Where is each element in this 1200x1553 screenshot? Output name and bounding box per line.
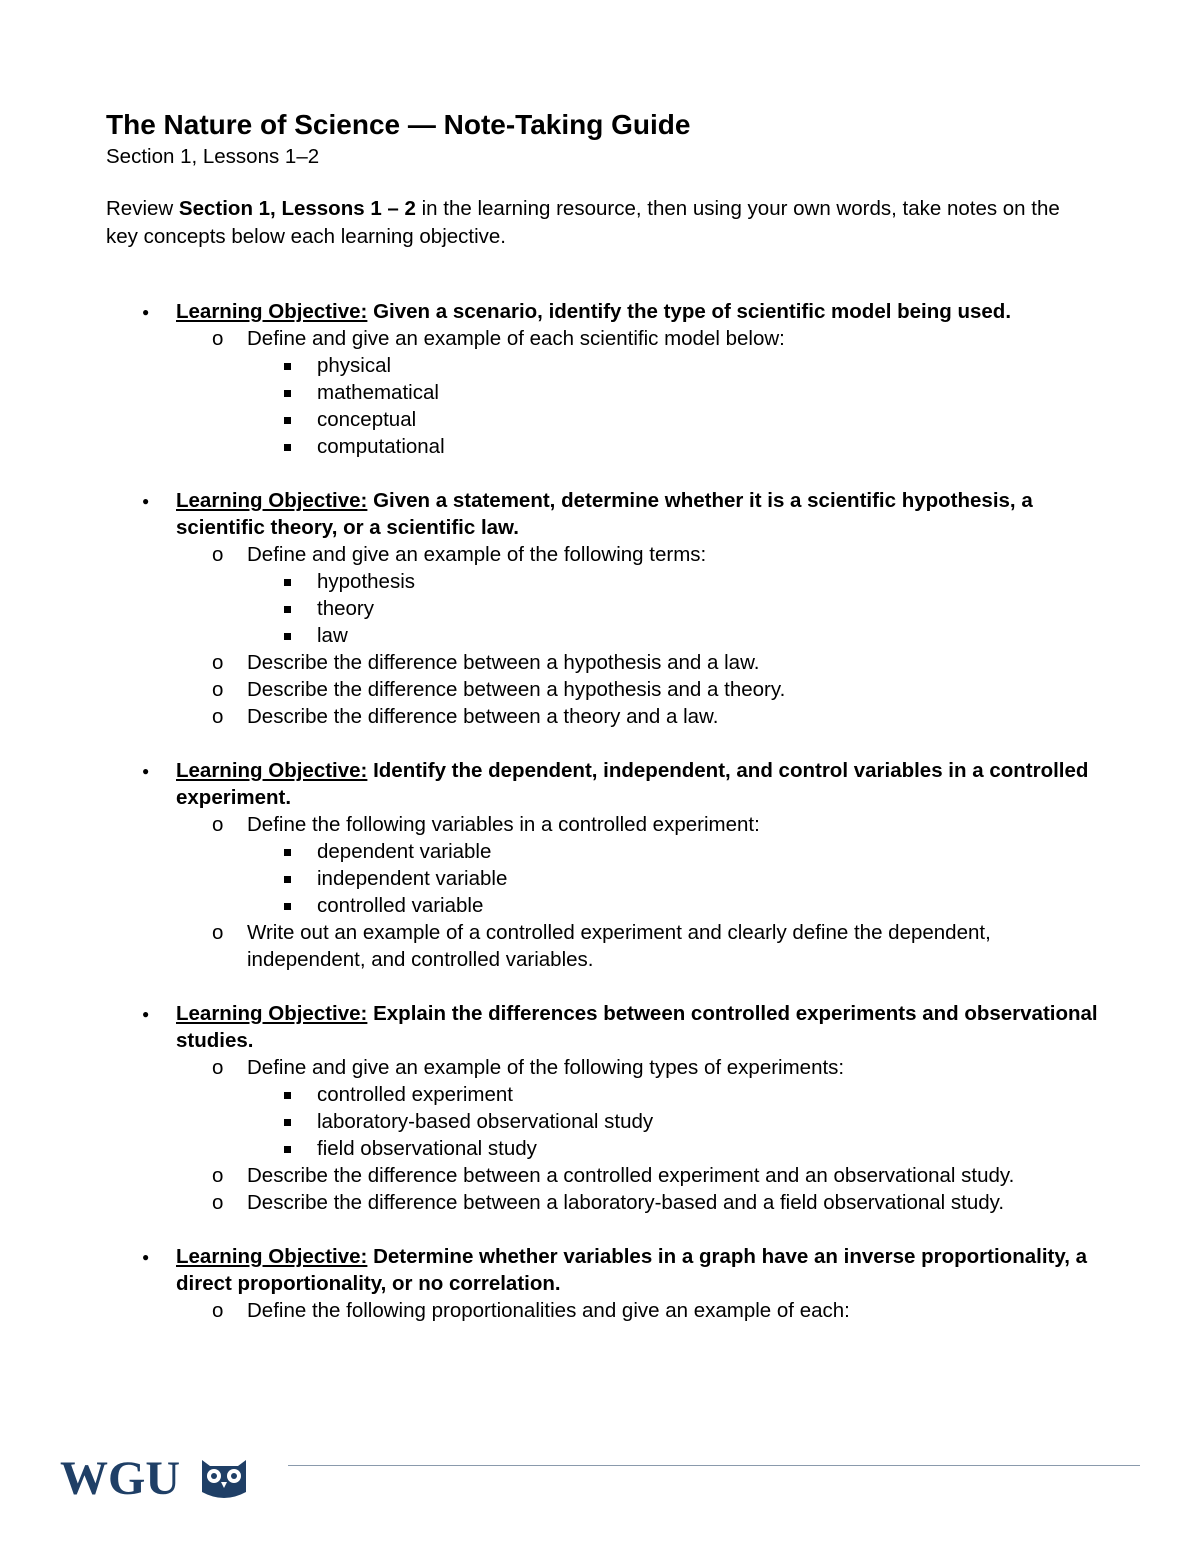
circle-bullet-icon: o [212,921,224,944]
sub-sub-item-text: theory [317,597,374,620]
square-bullet-icon [284,1092,291,1099]
sub-sub-item-text: controlled variable [317,894,484,917]
objective-item [106,487,1106,730]
sub-sub-item-text: field observational study [317,1137,537,1160]
square-bullet-icon [284,606,291,613]
square-bullet-icon [284,444,291,451]
sub-sub-item-text: laboratory-based observational study [317,1110,654,1133]
objective-item [106,1243,1106,1324]
square-bullet-icon [284,417,291,424]
objective-item [106,298,1106,460]
sub-item-text: Describe the difference between a theory and a law. [247,705,719,728]
sub-sub-item [176,865,1106,892]
objectives-list [106,298,1106,1324]
sub-item [176,919,1106,973]
sub-item-text: Define the following variables in a controlled experiment: [247,813,760,836]
sub-sub-item [176,622,1106,649]
circle-bullet-icon: o [212,1299,224,1322]
wgu-logo-graphic [60,1452,270,1504]
sub-item-text: Define the following proportionalities and give an example of each: [247,1299,850,1322]
objective-heading [176,298,1106,325]
sub-item [176,541,1106,568]
sub-sub-item [176,568,1106,595]
sub-item [176,325,1106,352]
sub-sub-item [176,892,1106,919]
sub-sub-item [176,352,1106,379]
sub-sub-item-text: computational [317,435,445,458]
sub-sub-item-text: independent variable [317,867,508,890]
bullet-icon: ● [142,305,150,319]
circle-bullet-icon: o [212,705,224,728]
objective-label: Learning Objective: [176,1002,368,1025]
objective-item [106,1000,1106,1216]
page-title: The Nature of Science — Note-Taking Guide [106,109,691,140]
square-bullet-icon [284,633,291,640]
objective-label: Learning Objective: [176,489,368,512]
sub-item-text: Define and give an example of the following terms: [247,543,707,566]
sub-item [176,676,1106,703]
sub-sub-item [176,1108,1106,1135]
sub-item [176,703,1106,730]
bullet-icon: ● [142,1250,150,1264]
sub-sub-item [176,838,1106,865]
sub-sub-item-text: hypothesis [317,570,416,593]
wgu-logo [60,1452,270,1509]
intro-prefix: Review [106,197,179,220]
sub-sub-item [176,595,1106,622]
bullet-icon: ● [142,764,150,778]
objective-heading [176,1000,1106,1054]
circle-bullet-icon: o [212,678,224,701]
circle-bullet-icon: o [212,813,224,836]
objective-text: Given a scenario, identify the type of scientific model being used. [373,300,1012,323]
square-bullet-icon [284,849,291,856]
bullet-icon: ● [142,494,150,508]
circle-bullet-icon: o [212,1164,224,1187]
intro-paragraph [106,195,1086,251]
square-bullet-icon [284,1119,291,1126]
document-page [106,108,1106,1351]
sub-item-text: Describe the difference between a laboratory-based and a field observational study. [247,1191,1005,1214]
square-bullet-icon [284,903,291,910]
circle-bullet-icon: o [212,651,224,674]
sub-item [176,1162,1106,1189]
objective-heading [176,487,1106,541]
sub-item-text: Write out an example of a controlled experiment and clearly define the dependent, independent, and controlled variables. [247,921,991,971]
intro-suffix: in the learning resource, then using your own words, take notes on the key concepts below each learning objective. [106,197,1060,248]
square-bullet-icon [284,876,291,883]
sub-sub-item-text: physical [317,354,392,377]
sub-item-text: Define and give an example of each scientific model below: [247,327,785,350]
bullet-icon: ● [142,1007,150,1021]
sub-item-text: Describe the difference between a hypothesis and a law. [247,651,760,674]
circle-bullet-icon: o [212,327,224,350]
sub-sub-item-text: controlled experiment [317,1083,513,1106]
circle-bullet-icon: o [212,1056,224,1079]
wgu-logo-text: WGU [60,1452,180,1504]
sub-item-text: Describe the difference between a controlled experiment and an observational study. [247,1164,1015,1187]
square-bullet-icon [284,363,291,370]
objective-heading [176,1243,1106,1297]
objective-label: Learning Objective: [176,759,368,782]
objective-text: Given a statement, determine whether it is a scientific hypothesis, a scientific theory, or a scientific law. [176,489,1033,539]
intro-bold: Section 1, Lessons 1 – 2 [178,197,416,220]
objective-text: Identify the dependent, independent, and control variables in a controlled experiment. [176,759,1089,809]
sub-item-text: Define and give an example of the following types of experiments: [247,1056,845,1079]
sub-item [176,1054,1106,1081]
sub-sub-item [176,1081,1106,1108]
square-bullet-icon [284,579,291,586]
footer-divider [288,1465,1140,1466]
objective-item [106,757,1106,973]
objective-label: Learning Objective: [176,1245,368,1268]
sub-item [176,1297,1106,1324]
sub-sub-item [176,406,1106,433]
sub-sub-item-text: mathematical [317,381,439,404]
sub-sub-item-text: dependent variable [317,840,492,863]
objective-text: Explain the differences between controlled experiments and observational studies. [176,1002,1098,1052]
sub-item-text: Describe the difference between a hypothesis and a theory. [247,678,786,701]
square-bullet-icon [284,1146,291,1153]
circle-bullet-icon: o [212,1191,224,1214]
sub-sub-item [176,1135,1106,1162]
sub-sub-item-text: law [317,624,348,647]
circle-bullet-icon: o [212,543,224,566]
sub-sub-item-text: conceptual [317,408,417,431]
sub-item [176,1189,1106,1216]
objective-text: Determine whether variables in a graph have an inverse proportionality, a direct proportionality, or no correlation. [176,1245,1088,1295]
sub-sub-item [176,433,1106,460]
sub-item [176,811,1106,838]
owl-icon [202,1460,246,1498]
sub-item [176,649,1106,676]
page-subtitle: Section 1, Lessons 1–2 [106,145,320,168]
objective-heading [176,757,1106,811]
objective-label: Learning Objective: [176,300,368,323]
sub-sub-item [176,379,1106,406]
square-bullet-icon [284,390,291,397]
